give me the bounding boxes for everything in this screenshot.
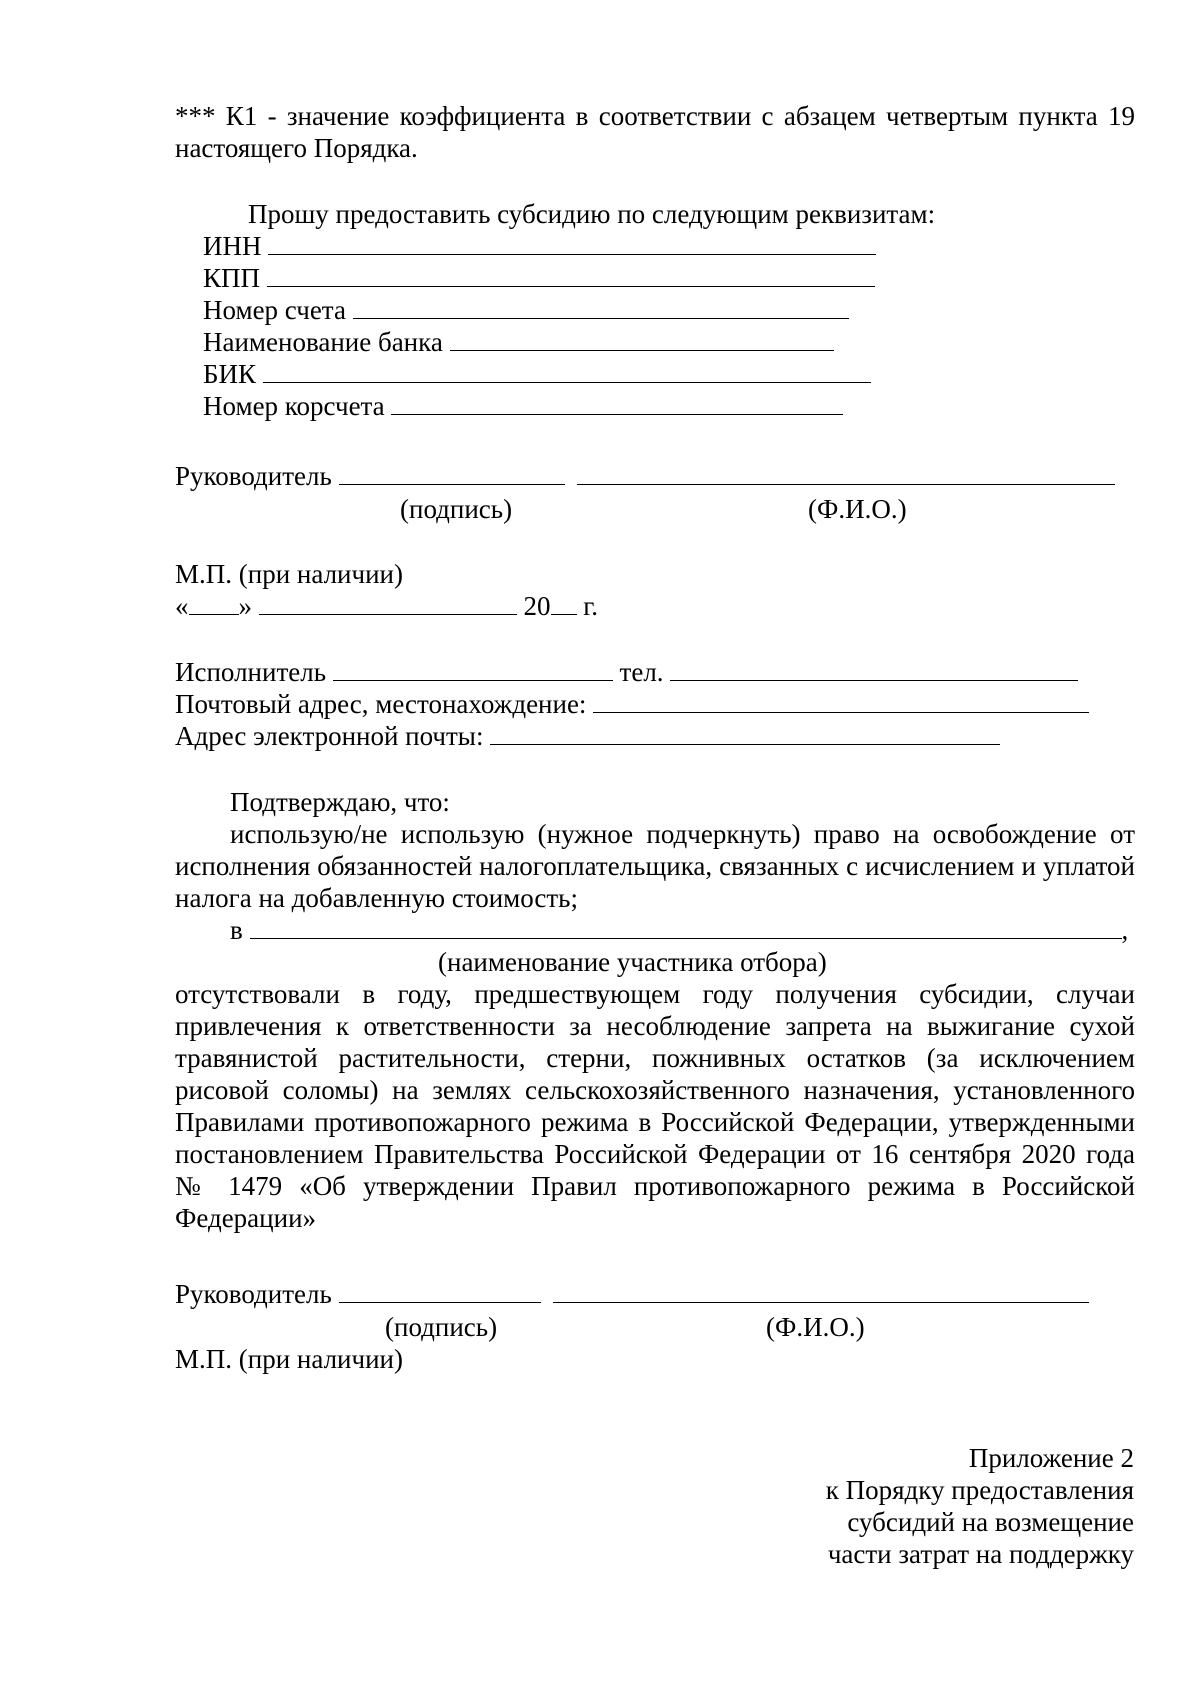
executor-label: Исполнитель xyxy=(175,657,327,687)
quote-close: » xyxy=(238,591,252,621)
head-signature-field-2[interactable] xyxy=(339,1278,541,1303)
year-field[interactable] xyxy=(551,590,577,615)
inn-row xyxy=(203,230,1163,262)
bik-label: БИК xyxy=(203,359,257,389)
participant-field[interactable] xyxy=(250,914,1122,939)
bank-name-label: Наименование банка xyxy=(203,327,443,357)
v-label: в xyxy=(230,915,243,945)
inn-label: ИНН xyxy=(203,231,262,261)
head-fio-field[interactable] xyxy=(577,460,1115,485)
head-label-2: Руководитель xyxy=(175,1279,332,1309)
kpp-field[interactable] xyxy=(267,262,875,287)
confirm-lead: Подтверждаю, что: xyxy=(230,787,450,817)
head-signature-field[interactable] xyxy=(339,460,565,485)
fire-paragraph: отсутствовали в году, предшествующем году получения субсидии, случаи привлечения к ответственности за несоблюдение запрета на выжигание сухой травянистой растительности, стерни, пожнивных остатков (за исключением рисовой соломы) на землях сельскохозяйственного назначения, установленного Правилами противопожарного режима в Российской Федерации, утвержденными постановлением Правительства Российской Федерации от 16 сентября 2020 года № 1479 «Об утверждении Правил противопожарного режима в Российской Федерации» xyxy=(175,979,1135,1233)
corr-account-field[interactable] xyxy=(391,390,843,415)
address-label: Почтовый адрес, местонахождение: xyxy=(175,689,587,719)
fio-caption-2: (Ф.И.О.) xyxy=(766,1312,865,1342)
tel-label: тел. xyxy=(619,657,664,687)
head-signature-row-2 xyxy=(175,1278,1135,1310)
kpp-row xyxy=(203,262,1163,294)
fio-caption: (Ф.И.О.) xyxy=(808,494,907,524)
email-row xyxy=(175,720,1135,752)
tel-field[interactable] xyxy=(670,656,1078,681)
head-fio-field-2[interactable] xyxy=(553,1278,1089,1303)
bank-name-field[interactable] xyxy=(450,326,834,351)
participant-row xyxy=(230,914,1135,946)
email-label: Адрес электронной почты: xyxy=(175,721,484,751)
address-row xyxy=(175,688,1135,720)
executor-field[interactable] xyxy=(333,656,613,681)
day-field[interactable] xyxy=(189,590,239,615)
corr-account-label: Номер корсчета xyxy=(203,391,385,421)
kpp-label: КПП xyxy=(203,263,261,293)
account-label: Номер счета xyxy=(203,295,346,325)
head-label: Руководитель xyxy=(175,461,332,491)
stamp-note: М.П. (при наличии) xyxy=(175,559,403,589)
bank-intro: Прошу предоставить субсидию по следующим реквизитам: xyxy=(248,199,936,229)
year-suffix: г. xyxy=(583,591,599,621)
participant-caption: (наименование участника отбора) xyxy=(438,947,827,977)
appendix-line: субсидий на возмещение xyxy=(847,1507,1134,1537)
year-prefix: 20 xyxy=(523,591,551,621)
date-row xyxy=(175,590,1135,622)
appendix-line: части затрат на поддержку xyxy=(827,1539,1134,1569)
signature-caption-2: (подпись) xyxy=(385,1312,498,1342)
appendix-title: Приложение 2 xyxy=(968,1443,1134,1473)
vat-paragraph: использую/не использую (нужное подчеркнуть) право на освобождение от исполнения обязанностей налогоплательщика, связанных с исчислением и уплатой налога на добавленную стоимость; xyxy=(175,819,1135,913)
email-field[interactable] xyxy=(490,720,1000,745)
address-field[interactable] xyxy=(593,688,1089,713)
comma: , xyxy=(1121,915,1129,945)
appendix-line: к Порядку предоставления xyxy=(825,1475,1134,1505)
footnote-text: *** К1 - значение коэффициента в соответствии с абзацем четвертым пункта 19 настоящего Порядка. xyxy=(175,101,1135,163)
signature-caption: (подпись) xyxy=(400,494,513,524)
quote-open: « xyxy=(175,591,189,621)
inn-field[interactable] xyxy=(268,230,876,255)
month-field[interactable] xyxy=(259,590,517,615)
head-signature-row xyxy=(175,460,1135,492)
bik-row xyxy=(203,358,1163,390)
stamp-note-2: М.П. (при наличии) xyxy=(175,1344,403,1374)
bank-name-row xyxy=(203,326,1163,358)
bik-field[interactable] xyxy=(263,358,871,383)
corr-account-row xyxy=(203,390,1163,422)
executor-row xyxy=(175,656,1135,688)
account-field[interactable] xyxy=(353,294,849,319)
account-row xyxy=(203,294,1163,326)
